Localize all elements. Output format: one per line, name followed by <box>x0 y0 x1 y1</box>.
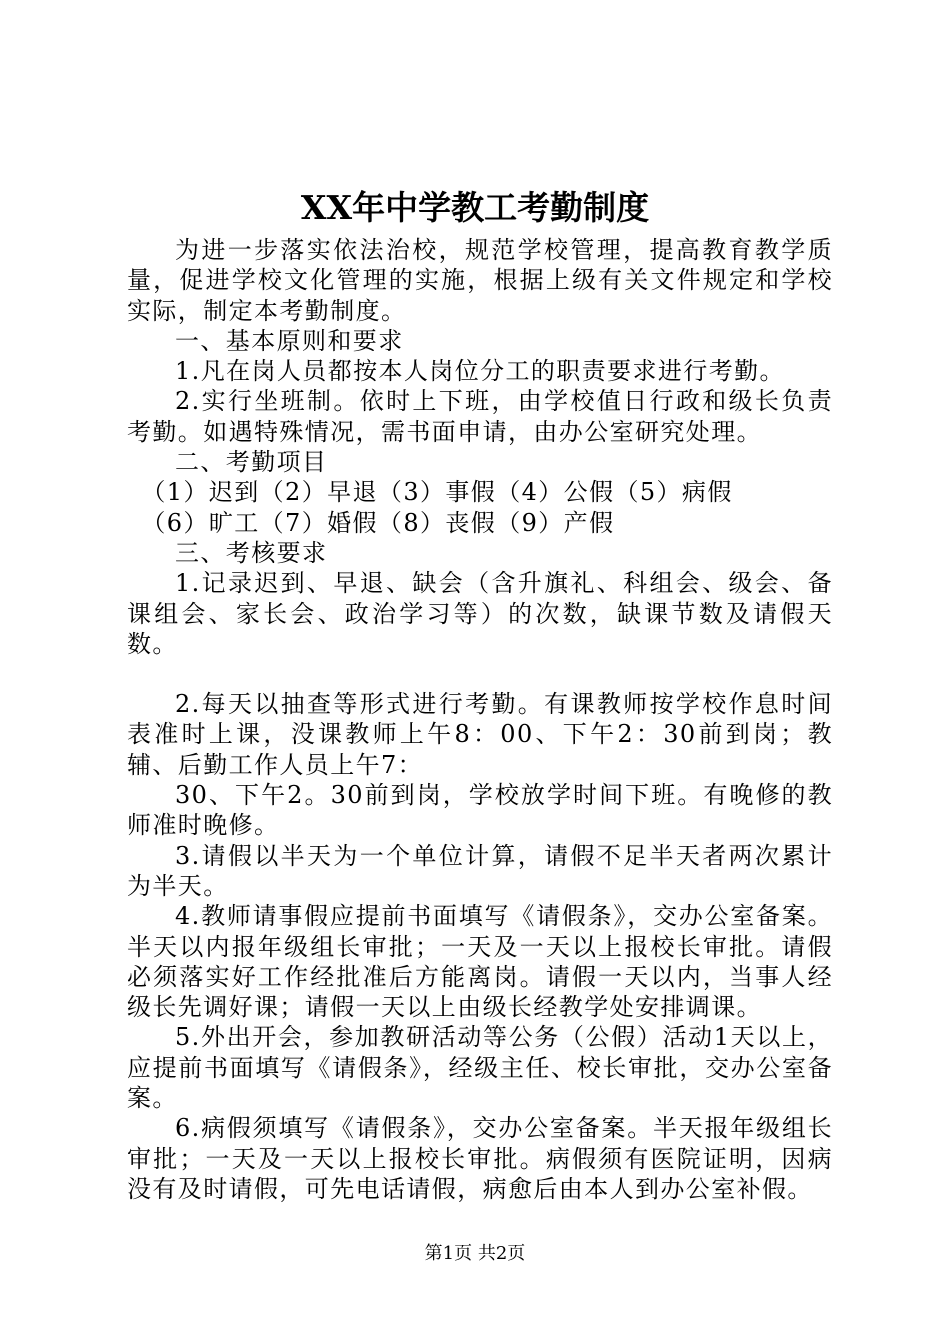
document-title: XX年中学教工考勤制度 <box>300 188 650 227</box>
page-number-footer: 第1页 共2页 <box>424 1243 526 1264</box>
paragraph-item-3-3: 3.请假以半天为一个单位计算，请假不足半天者两次累计为半天。 <box>127 841 833 900</box>
section-heading-2: 二、考勤项目 <box>175 448 328 477</box>
section-heading-1: 一、基本原则和要求 <box>175 326 404 355</box>
section-heading-3: 三、考核要求 <box>175 538 328 567</box>
paragraph-item-1-1: 1.凡在岗人员都按本人岗位分工的职责要求进行考勤。 <box>175 357 785 386</box>
attendance-items-row-2: （6）旷工（7）婚假（8）丧假（9）产假 <box>141 508 615 537</box>
paragraph-item-3-5: 5.外出开会，参加教研活动等公务（公假）活动1天以上，应提前书面填写《请假条》，经级主任、校长审批，交办公室备案。 <box>127 1023 833 1113</box>
paragraph-item-3-4: 4.教师请事假应提前书面填写《请假条》，交办公室备案。半天以内报年级组长审批；一天及一天以上报校长审批。请假必须落实好工作经批准后方能离岗。请假一天以内，当事人经级长先调好课；请假一天以上由级长经教学处安排调课。 <box>127 902 833 1022</box>
paragraph-item-3-6: 6.病假须填写《请假条》，交办公室备案。半天报年级组长审批；一天及一天以上报校长审批。病假须有医院证明，因病没有及时请假，可先电话请假，病愈后由本人到办公室补假。 <box>127 1114 833 1203</box>
paragraph-intro: 为进一步落实依法治校，规范学校管理，提高教育教学质量，促进学校文化管理的实施，根据上级有关文件规定和学校实际，制定本考勤制度。 <box>127 236 833 325</box>
paragraph-item-1-2: 2.实行坐班制。依时上下班，由学校值日行政和级长负责考勤。如遇特殊情况，需书面申请，由办公室研究处理。 <box>127 387 833 446</box>
attendance-items-row-1: （1）迟到（2）早退（3）事假（4）公假（5）病假 <box>141 478 733 507</box>
paragraph-item-3-2: 2.每天以抽查等形式进行考勤。有课教师按学校作息时间表准时上课，没课教师上午8：00、下午2：30前到岗；教辅、后勤工作人员上午7： <box>127 690 833 779</box>
paragraph-item-3-2-continued: 30、下午2。30前到岗，学校放学时间下班。有晚修的教师准时晚修。 <box>127 781 833 840</box>
paragraph-item-3-1: 1.记录迟到、早退、缺会（含升旗礼、科组会、级会、备课组会、家长会、政治学习等）的次数，缺课节数及请假天数。 <box>127 569 833 658</box>
document-body <box>127 235 833 1204</box>
paragraph-spacer <box>127 659 833 689</box>
